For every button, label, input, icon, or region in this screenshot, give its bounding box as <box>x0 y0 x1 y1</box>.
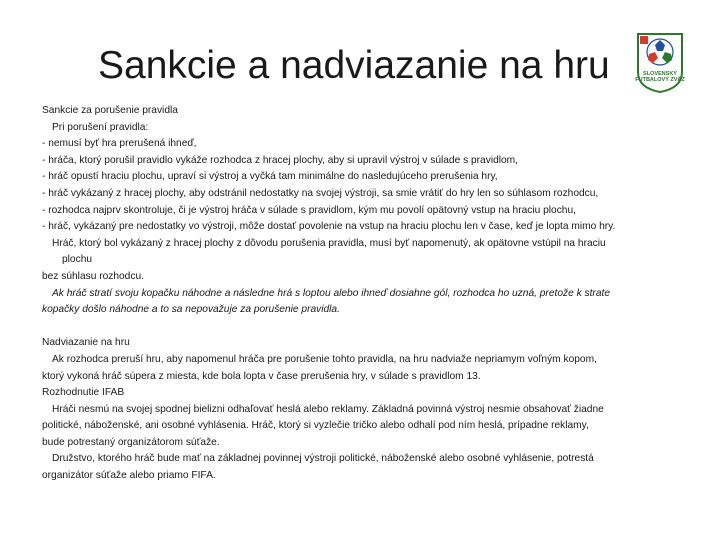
italic-note: kopačky došlo náhodne a to sa nepovažuje za porušenie pravidla. <box>42 304 340 316</box>
list-item: - hráč, vykázaný pre nedostatky vo výstroji, môže dostať povolenie na vstup na hraciu plochu len v čase, keď je lopta mimo hry. <box>42 221 616 233</box>
list-item: - nemusí byť hra prerušená ihneď, <box>42 138 197 150</box>
paragraph-text: Družstvo, ktorého hráč bude mať na základnej povinnej výstroji politické, náboženské alebo osobné vyhlásenie, potrestá <box>52 453 594 465</box>
list-item: - hráč vykázaný z hracej plochy, aby odstránil nedostatky na svojej výstroji, sa smie vrátiť do hry len so súhlasom rozhodcu, <box>42 187 599 199</box>
section-heading: Sankcie za porušenie pravidla <box>42 105 178 116</box>
paragraph-text: bez súhlasu rozhodcu. <box>42 270 144 282</box>
paragraph-text: bude potrestaný organizátorom súťaže. <box>42 436 220 448</box>
paragraph-text: Hráči nesmú na svojej spodnej bielizni odhaľovať heslá alebo reklamy. Základná povinná výstroj nesmie obsahovať žiadne <box>52 403 604 415</box>
list-item: - hráč opustí hraciu plochu, upraví si výstroj a vyčká tam minimálne do nasledujúceho prerušenia hry, <box>42 171 498 183</box>
paragraph-text: Hráč, ktorý bol vykázaný z hracej plochy z dôvodu porušenia pravidla, musí byť napomenutý, ak opätovne vstúpil na hraciu <box>52 237 606 249</box>
list-item: - rozhodca najprv skontroluje, či je výstroj hráča v súlade s pravidlom, kým mu povolí opätovný vstup na hraciu plochu, <box>42 204 576 216</box>
logo-text: SLOVENSKÝ FUTBALOVÝ ZVÄZ <box>635 71 685 83</box>
sfz-logo <box>634 32 686 94</box>
ifab-heading: Rozhodnutie IFAB <box>42 387 125 399</box>
italic-note: Ak hráč stratí svoju kopačku náhodne a následne hrá s loptou alebo ihneď dosiahne gól, rozhodca ho uzná, pretože k strate <box>52 287 610 299</box>
paragraph-text: plochu <box>62 254 93 266</box>
paragraph-text: politické, náboženské, ani osobné vyhlásenia. Hráč, ktorý si vyzlečie tričko alebo odhalí pod ním heslá, prípadne reklamy, <box>42 420 589 432</box>
section-heading: Nadviazanie na hru <box>42 337 130 349</box>
paragraph-text: organizátor súťaže alebo priamo FIFA. <box>42 470 216 482</box>
slide-content <box>42 103 702 485</box>
paragraph-text: ktorý vykoná hráč súpera z miesta, kde bola lopta v čase prerušenia hry, v súlade s pravidlom 13. <box>42 370 481 382</box>
paragraph-text: Ak rozhodca preruší hru, aby napomenul hráča pre porušenie tohto pravidla, na hru nadviaže nepriamym voľným kopom, <box>52 353 597 365</box>
slide-title: Sankcie a nadviazanie na hru <box>98 44 610 87</box>
intro-text: Pri porušení pravidla: <box>52 121 149 133</box>
list-item: - hráča, ktorý porušil pravidlo vykáže rozhodca z hracej plochy, aby si upravil výstroj v súlade s pravidlom, <box>42 154 518 166</box>
